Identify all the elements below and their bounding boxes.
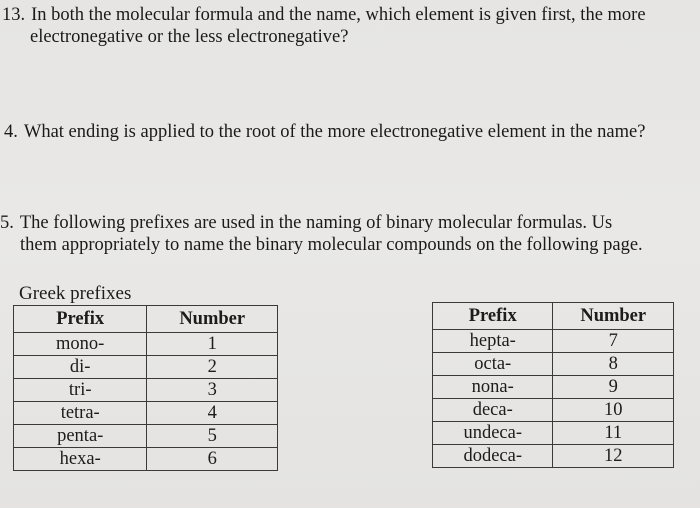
table-row	[433, 330, 674, 353]
prefix-cell: di-	[14, 356, 147, 379]
table-row	[14, 448, 278, 471]
prefix-table-right	[432, 302, 674, 468]
prefix-cell: deca-	[433, 399, 553, 422]
table-row	[14, 402, 278, 425]
number-cell: 6	[147, 448, 278, 471]
prefix-cell: penta-	[14, 425, 147, 448]
table-row	[433, 445, 674, 468]
prefix-cell: mono-	[14, 333, 147, 356]
number-cell: 9	[553, 376, 674, 399]
number-cell: 11	[553, 422, 674, 445]
question-text-line: The following prefixes are used in the naming of binary molecular formulas. Us	[19, 213, 613, 233]
prefix-cell: undeca-	[433, 422, 553, 445]
prefix-cell: dodeca-	[433, 445, 553, 468]
prefix-cell: nona-	[433, 376, 553, 399]
number-cell: 1	[147, 333, 278, 356]
number-cell: 7	[553, 330, 674, 353]
prefix-table-left	[13, 305, 278, 471]
question-number: 4.	[4, 122, 18, 142]
table-row	[433, 399, 674, 422]
question-text-line: What ending is applied to the root of the more electronegative element in the name?	[23, 122, 646, 142]
column-header-prefix: Prefix	[433, 303, 553, 330]
question-number: 5.	[0, 213, 14, 233]
table-row	[433, 353, 674, 376]
table-row	[14, 379, 278, 402]
number-cell: 12	[553, 445, 674, 468]
number-cell: 3	[147, 379, 278, 402]
column-header-number: Number	[147, 306, 278, 333]
question-text-line: In both the molecular formula and the name, which element is given first, the more	[31, 5, 646, 25]
question-text-line: electronegative or the less electronegative?	[30, 27, 349, 47]
question-15	[0, 212, 643, 256]
table-header-row	[433, 303, 674, 330]
number-cell: 10	[553, 399, 674, 422]
table-row	[14, 333, 278, 356]
number-cell: 8	[553, 353, 674, 376]
prefix-cell: tetra-	[14, 402, 147, 425]
column-header-number: Number	[553, 303, 674, 330]
number-cell: 2	[147, 356, 278, 379]
question-13	[2, 4, 646, 48]
question-number: 13.	[2, 5, 26, 25]
prefix-cell: hepta-	[433, 330, 553, 353]
prefix-cell: tri-	[14, 379, 147, 402]
table-row	[433, 422, 674, 445]
question-text-line: them appropriately to name the binary molecular compounds on the following page.	[20, 235, 643, 255]
table-row	[433, 376, 674, 399]
prefix-cell: octa-	[433, 353, 553, 376]
prefix-cell: hexa-	[14, 448, 147, 471]
table-row	[14, 425, 278, 448]
greek-prefixes-title: Greek prefixes	[19, 283, 132, 304]
number-cell: 4	[147, 402, 278, 425]
question-14	[4, 121, 645, 143]
column-header-prefix: Prefix	[14, 306, 147, 333]
number-cell: 5	[147, 425, 278, 448]
table-header-row	[14, 306, 278, 333]
table-row	[14, 356, 278, 379]
